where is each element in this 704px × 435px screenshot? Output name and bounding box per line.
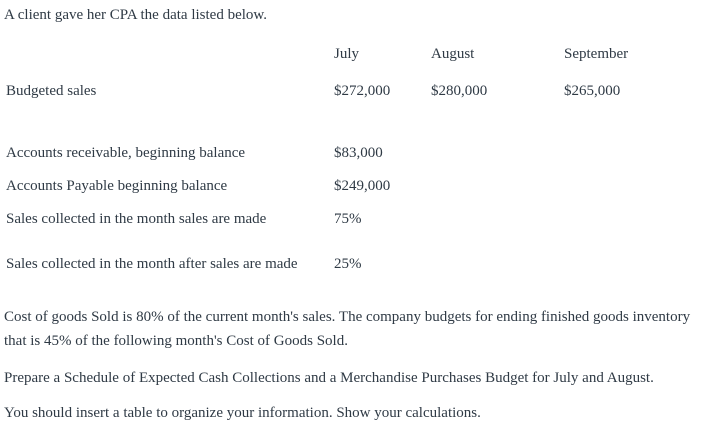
intro-text: A client gave her CPA the data listed below. bbox=[4, 7, 268, 23]
budgeted-sales-september: $265,000 bbox=[564, 83, 621, 99]
ap-beginning-value: $249,000 bbox=[334, 178, 391, 194]
header-august: August bbox=[431, 46, 475, 62]
ar-beginning-label: Accounts receivable, beginning balance bbox=[6, 145, 246, 161]
collected-same-month-label: Sales collected in the month sales are made bbox=[6, 211, 267, 227]
collected-same-month-value: 75% bbox=[334, 211, 362, 227]
ap-beginning-label: Accounts Payable beginning balance bbox=[6, 178, 228, 194]
budgeted-sales-label: Budgeted sales bbox=[6, 83, 97, 99]
instructions-paragraph: Prepare a Schedule of Expected Cash Collections and a Merchandise Purchases Budget for July and August. bbox=[4, 370, 654, 386]
cogs-paragraph: Cost of goods Sold is 80% of the current month's sales. The company budgets for ending finished goods inventory that is 45% of the following month's Cost of Goods Sold. bbox=[4, 309, 691, 349]
budgeted-sales-august: $280,000 bbox=[431, 83, 488, 99]
collected-next-month-label: Sales collected in the month after sales are made bbox=[6, 256, 298, 272]
header-september: September bbox=[564, 46, 629, 62]
table-instructions-paragraph: You should insert a table to organize your information. Show your calculations. bbox=[4, 405, 481, 421]
ar-beginning-value: $83,000 bbox=[334, 145, 383, 161]
budgeted-sales-july: $272,000 bbox=[334, 83, 391, 99]
collected-next-month-value: 25% bbox=[334, 256, 362, 272]
header-july: July bbox=[334, 46, 360, 62]
